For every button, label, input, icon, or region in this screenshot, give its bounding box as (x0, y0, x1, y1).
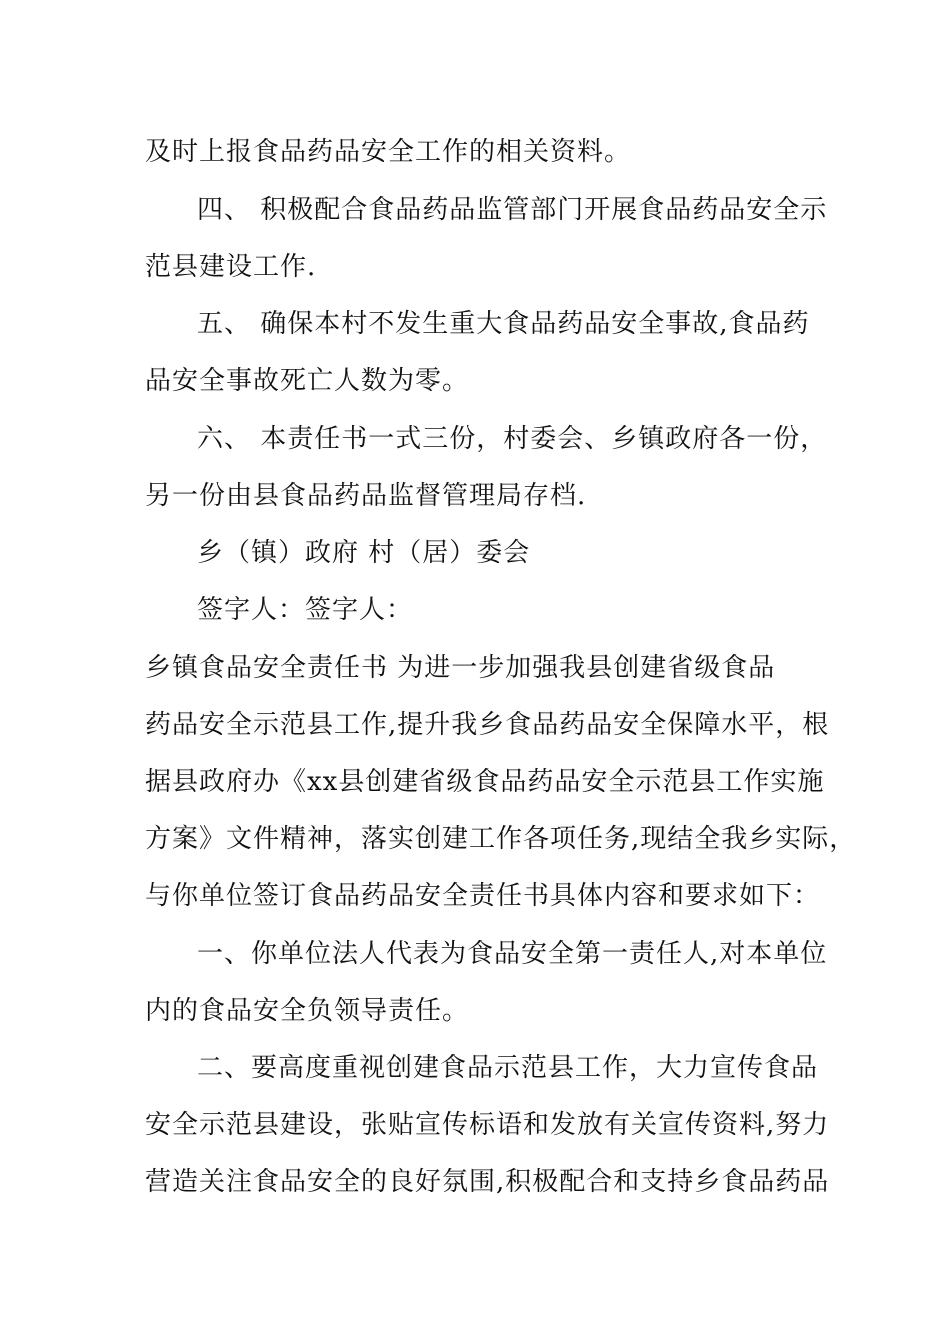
text-line: 与你单位签订食品药品安全责任书具体内容和要求如下： (145, 881, 821, 911)
text-line: 另一份由县食品药品监督管理局存档. (145, 481, 587, 511)
text-line: 方案》文件精神，落实创建工作各项任务,现结全我乡实际， (145, 824, 857, 854)
text-line: 一、你单位法人代表为食品安全第一责任人,对本单位 (197, 939, 828, 969)
signature-parties: 乡（镇）政府 村（居）委会 (197, 538, 531, 568)
text-line: 品安全事故死亡人数为零。 (145, 366, 470, 396)
text-line: 及时上报食品药品安全工作的相关资料。 (145, 137, 632, 167)
text-line: 药品安全示范县工作,提升我乡食品药品安全保障水平，根 (145, 710, 830, 740)
text-line: 据县政府办《xx县创建省级食品药品安全示范县工作实施 (145, 767, 825, 797)
text-line: 安全示范县建设，张贴宣传标语和发放有关宣传资料,努力 (145, 1110, 830, 1140)
text-line: 内的食品安全负领导责任。 (145, 996, 470, 1026)
text-line: 五、 确保本村不发生重大食品药品安全事故,食品药 (197, 309, 810, 339)
signature-line: 签字人：签字人： (197, 595, 414, 625)
text-line: 乡镇食品安全责任书 为进一步加强我县创建省级食品 (145, 653, 776, 683)
text-line: 二、要高度重视创建食品示范县工作，大力宣传食品 (197, 1053, 819, 1083)
text-line: 四、 积极配合食品药品监管部门开展食品药品安全示 (197, 195, 828, 225)
text-line: 营造关注食品安全的良好氛围,积极配合和支持乡食品药品 (145, 1167, 830, 1197)
text-line: 六、 本责任书一式三份，村委会、乡镇政府各一份， (197, 424, 828, 454)
text-line: 范县建设工作. (145, 252, 317, 282)
